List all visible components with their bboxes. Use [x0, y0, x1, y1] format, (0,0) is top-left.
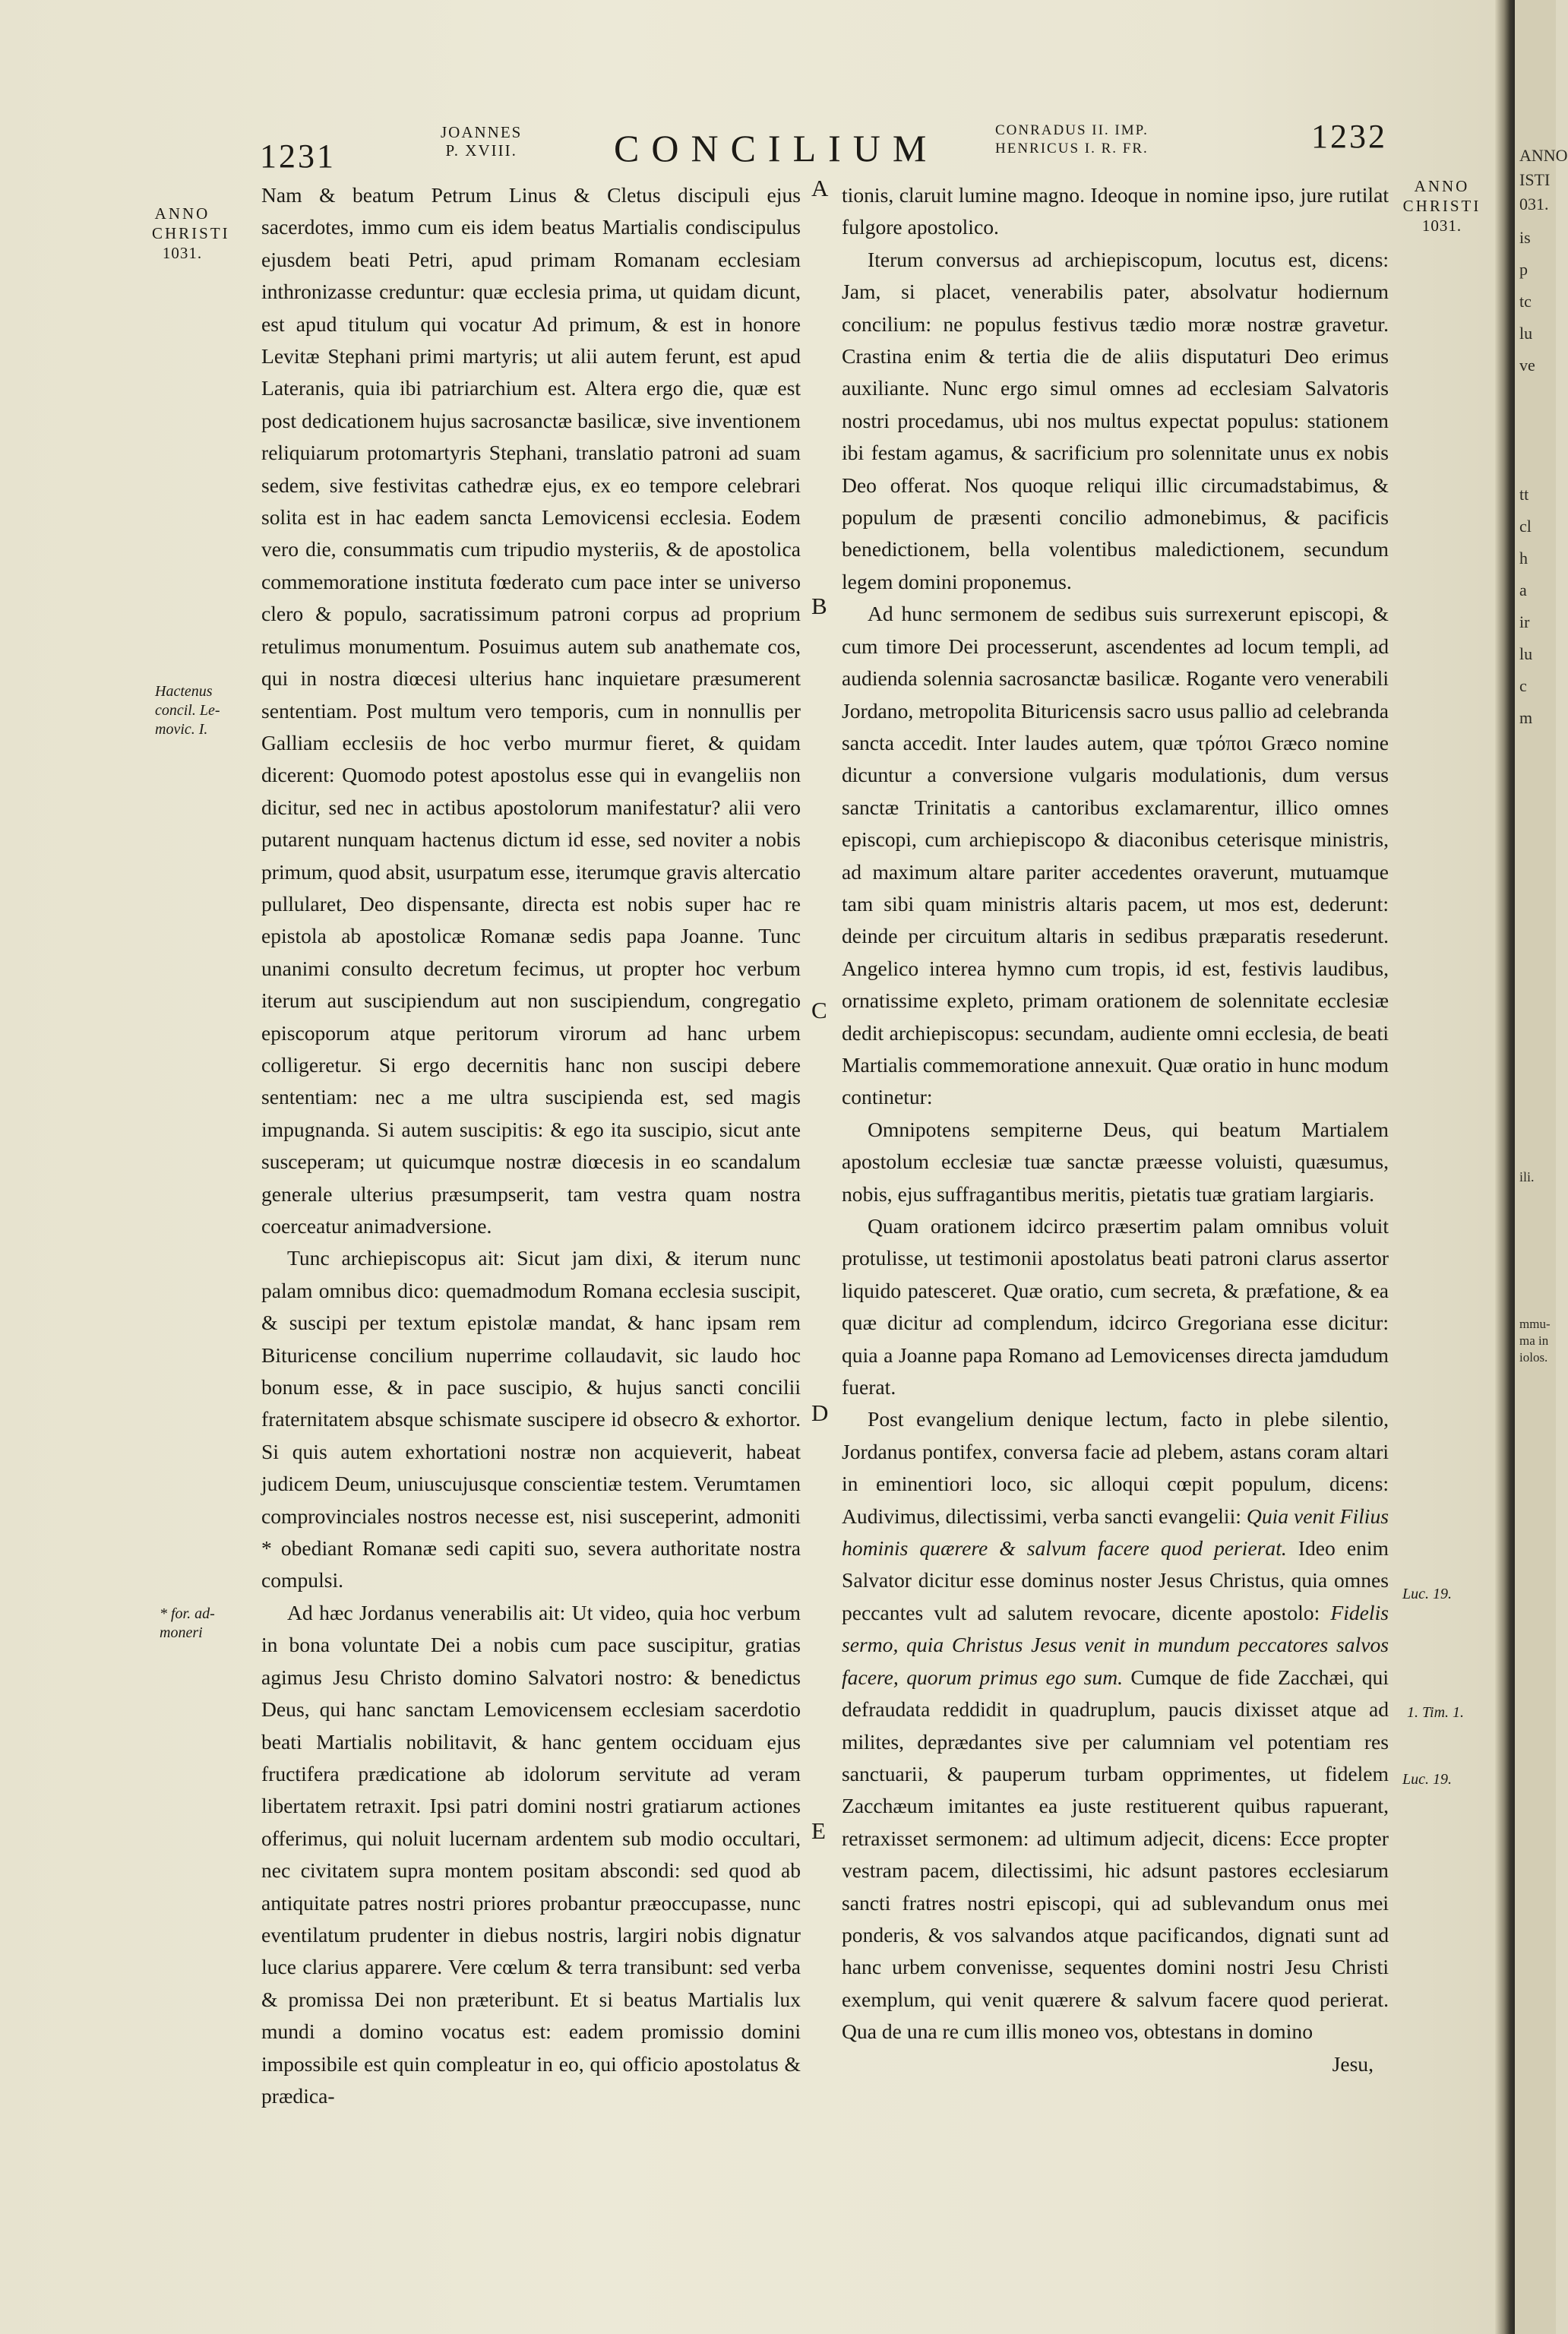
anno-line: CHRISTI — [152, 224, 230, 242]
next-page-fragment: iolos. — [1519, 1350, 1548, 1365]
running-head-line: HENRICUS I. R. FR. — [995, 141, 1149, 157]
collect-prayer: Omnipotens sempiterne Deus, qui beatum Martialem apostolum ecclesiæ tuæ sanctæ præesse voluisti, quæsumus, nobis, ejus suffragantibus meritis, pietatis tuæ gratiam largiaris. — [842, 1117, 1389, 1206]
margin-note-line: * for. ad- — [160, 1605, 215, 1622]
section-marker-b: B — [811, 593, 827, 619]
page-title: CONCILIUM — [614, 127, 939, 169]
next-page-fragment: h — [1519, 549, 1528, 568]
section-marker-d: D — [811, 1399, 829, 1426]
anno-christi-right — [1396, 176, 1487, 236]
next-page-fragment: ir — [1519, 612, 1530, 631]
anno-year: 1031. — [162, 244, 203, 262]
margin-ref-timothy: 1. Tim. 1. — [1407, 1704, 1465, 1721]
anno-year: 1031. — [1421, 217, 1462, 235]
paragraph: Ad hæc Jordanus venerabilis ait: Ut video, quia hoc verbum in bona voluntate Dei a nobis cum pace suscipitur, gratias agimus Jesu Christo domino Salvatori nostro: & benedictus Deus, qui hanc sanctam Lemovicensem ecclesiam sacerdotio beati Martialis nobilitavit, & hanc gentem occiduam ejus fructifera prædicatione ab idolorum servitute ad veram libertatem retraxit. Ipsi patri domini nostri gratiarum actiones offerimus, qui noluit lucernam ardentem sub modio occultari, nec civitatem supra montem positam abscondi: sed quod ab antiquitate patres nostri priores probantur præoccupasse, nunc eventilatum prudenter in diebus nostris, largiri nobis dignatur luce clarius apparere. Vere cœlum & terra transibunt: sed verba & promissa Dei non præteribunt. Et si beatus Martialis lux mundi a domino vocatus est: eadem promissio domini impossibile est quin compleatur in eo, qui officio apostolatus & prædica- — [261, 1600, 801, 2108]
paragraph: tionis, claruit lumine magno. Ideoque in nomine ipso, jure rutilat fulgore apostolico. — [842, 183, 1389, 239]
next-page-fragment: ANNO — [1519, 146, 1568, 165]
next-page-fragment: ma in — [1519, 1333, 1549, 1348]
running-head-line: P. XVIII. — [445, 141, 517, 160]
next-page-fragment: mmu- — [1519, 1317, 1551, 1331]
next-page-edge — [1515, 0, 1568, 2334]
margin-note-admoneri — [160, 1605, 215, 1643]
running-head-line: JOANNES — [441, 123, 523, 141]
anno-christi-left — [152, 204, 230, 263]
next-page-fragment: ili. — [1519, 1169, 1535, 1184]
next-page-fragment: p — [1519, 260, 1528, 279]
section-marker-a: A — [811, 175, 829, 201]
margin-note-line: concil. Le- — [155, 702, 220, 719]
paragraph: Ad hunc sermonem de sedibus suis surrexerunt episcopi, & cum timore Dei processerunt, ascendentes ad locum templi, ad audienda solennia sacrosanctæ basilicæ. Rogante vero venerabili Jordano, metropolita Bituricensis sacro usus pallio ad celebranda sancta accedit. Inter laudes autem, quæ τρόποι Græco nomine dicuntur a conversione vulgaris modulationis, dum versus sanctæ Trinitatis a cantoribus exclamarentur, illico omnes episcopi, cum archiepiscopo & diaconibus ceterisque ministris, ad maximum altare pariter accedentes oraverunt, mutuamque tam sibi quam ministris altaris pacem, ut mos est, dederunt: deinde per circuitum altaris in sedibus præparatis resederunt. Angelico interea hymno cum tropis, id est, festivis laudibus, ornatissime expleto, primam orationem de solennitate ecclesiæ dedit archiepiscopus: secundam, audiente omni ecclesia, de beati Martialis commemoratione annexuit. Quæ oratio in hunc modum continetur: — [842, 602, 1389, 1109]
anno-line: ANNO — [154, 204, 210, 223]
paragraph: Tunc archiepiscopus ait: Sicut jam dixi, & iterum nunc palam omnibus dico: quemadmodum Romana ecclesia suscipit, & suscipi per textum epistolæ mandat, & hanc ipsam rem Bituricense concilium nuperrime collaudavit, sic laudo hoc bonum esse, & in pace suscipio, & hujus sancti concilii fraternitatem absque schismate suscipere id obsecro & exhortor. Si quis autem exhortationi nostræ non acquieverit, habeat judicem Deum, uniuscujusque conscientiæ testem. Verumtamen comprovinciales nostros necesse est, nisi susceperint, admoniti * obediant Romanæ sedi capiti suo, severa authoritate nostra compulsi. — [261, 1246, 801, 1592]
right-text-column — [842, 179, 1389, 2080]
margin-ref-luc: Luc. 19. — [1402, 1586, 1452, 1602]
paragraph-text: Ideo enim Salvator dicitur esse dominus noster Jesus Christus, quia omnes peccantes vult ad salutem revocare, dicente apostolo: — [842, 1536, 1389, 1624]
running-head-line: CONRADUS II. IMP. — [995, 122, 1149, 138]
next-page-fragment: c — [1519, 676, 1527, 695]
paragraph — [842, 1403, 1389, 2048]
paragraph-text: Post evangelium denique lectum, facto in plebe silentio, Jordanus pontifex, conversa facie ad plebem, astans coram altari in eminentiori loco, sic alloqui cœpit populum, dicens: Audivimus, dilectissimi, verba sancti evangelii: — [842, 1407, 1389, 1528]
anno-line: CHRISTI — [1402, 197, 1481, 215]
margin-note-hactenus — [155, 682, 220, 739]
next-page-fragment: lu — [1519, 644, 1533, 663]
scripture-quote: Fidelis sermo, quia Christus Jesus venit in mundum peccatores salvos facere, quorum primus ego sum. — [842, 1600, 1389, 1689]
next-page-fragment: cl — [1519, 517, 1532, 536]
next-page-fragment: a — [1519, 580, 1527, 599]
page-header — [0, 114, 1512, 175]
page-number-left: 1231 — [260, 138, 336, 175]
next-page-fragment: 031. — [1519, 194, 1549, 213]
book-gutter — [1495, 0, 1515, 2334]
next-page-fragment: lu — [1519, 324, 1533, 343]
page-number-right: 1232 — [1311, 118, 1387, 155]
running-head-right — [995, 122, 1149, 158]
paragraph-text: Cumque de fide Zacchæi, qui defraudata reddidit in quadruplum, paucis dixisset atque ad milites, deprædantes sive per calumniam vel potentiam res sanctuarii, & pauperum turbam opprimentes, ut fidelem Zacchæum imitantes ea juste restituerent quibus rapuerant, retraxisset sermonem: ad ultimum adjecit, dicens: Ecce propter vestram pacem, dilectissimi, hic adsunt pastores ecclesiarum sancti fratres nostri episcopi, qui ad sublevandum onus mei ponderis, & vos salvandos atque pacificandos, dignati sunt ad hanc urbem convenisse, sequentes domini nostri Jesu Christi exemplum, qui venit quærere & salvum facere quod perierat. Qua de una re cum illis moneo vos, obtestans in domino — [842, 1665, 1389, 2044]
next-page-fragment: ve — [1519, 356, 1535, 375]
next-page-fragment: ISTI — [1519, 170, 1551, 189]
next-page-fragment: is — [1519, 228, 1531, 247]
anno-line: ANNO — [1414, 177, 1470, 195]
catchword: Jesu, — [1332, 2051, 1374, 2076]
margin-ref-luc: Luc. 19. — [1402, 1771, 1452, 1788]
running-head-left — [441, 123, 522, 160]
margin-note-line: moneri — [160, 1624, 203, 1641]
next-page-fragment: m — [1519, 708, 1533, 727]
next-page-fragment: tt — [1519, 485, 1529, 504]
left-text-column — [261, 179, 801, 2112]
margin-note-line: movic. I. — [155, 721, 208, 738]
scripture-quote: Quia venit Filius hominis quærere & salvum facere quod perierat. — [842, 1504, 1389, 1561]
paragraph: Nam & beatum Petrum Linus & Cletus discipuli ejus sacerdotes, immo cum eis idem beatus Martialis condiscipulus ejusdem beati Petri, apud primam Romanam ecclesiam inthronizasse creduntur: quæ ecclesia prima, ut quidam dicunt, est apud titulum qui vocatur Ad primum, & est in honore Levitæ Stephani primi martyris; ut alii autem ferunt, est apud Lateranis, quia ibi patriarchium est. Altera ergo die, quæ est post dedicationem hujus sacrosanctæ basilicæ, sive inventionem reliquiarum protomartyris Stephani, translatio patroni ad suam sedem, sive festivitas cathedræ ejus, ex eo tempore celebrari solita est in hac eadem sancta Lemovicensi ecclesia. Eodem vero die, consummatis cum tripudio mysteriis, & de apostolica commemoratione instituta fœderato cum pace inter se universo clero & populo, sacratissimum patroni corpus ad proprium retulimus monumentum. Posuimus autem sub anathemate cos, qui in nostra diœcesi ulterius hanc inquietare præsumerent sententiam. Post multum vero temporis, cum in nonnullis per Galliam ecclesiis de hoc verbo murmur fieret, & quidam dicerent: Quomodo potest apostolus esse qui in evangeliis non dicitur, sed nec in actibus apostolorum manifestatur? alii vero putarent nunquam hactenus dictum id esse, sed noviter a nobis primum, quod absit, usurpatum esse, iterumque gravis altercatio pullularet, Deo dispensante, directa est nobis super hac re epistola ab apostolicæ Romanæ sedis papa Joanne. Tunc unanimi consulto decretum fecimus, ut propter hoc verbum iterum aut suscipiendum aut non suscipiendum, congregatio episcoporum atque peritorum virorum ad hanc urbem colligeretur. Si ergo decernitis hanc non suscipi debere sententiam: nec a me ultra suscipienda est, sed magis impugnanda. Si autem suscipitis: & ego ita suscipio, sicut ante susceperam; ut quicumque nostræ diœcesis in eo scandalum generale ulterius præsumpserit, tam vestra quam nostra coerceatur animadversione. — [261, 183, 801, 1238]
paragraph: Iterum conversus ad archiepiscopum, locutus est, dicens: Jam, si placet, venerabilis pater, absolvatur hodiernum concilium: ne populus festivus tædio moræ nostræ gravetur. Crastina enim & tertia die de aliis disputaturi Deo erimus auxiliante. Nunc ergo simul omnes ad ecclesiam Salvatoris nostri procedamus, ubi nos multus expectat populus: stationem ibi festam agamus, & sacrificium pro solennitate unus ex nobis Deo offerat. Nos quoque reliqui illic circumadstabimus, & populum de præsenti concilio admonebimus, & pacificis benedictionem, bella volentibus maledictionem, secundum legem domini proponemus. — [842, 247, 1389, 593]
next-page-fragment: tc — [1519, 292, 1532, 311]
section-marker-e: E — [811, 1817, 826, 1844]
paragraph: Quam orationem idcirco præsertim palam omnibus voluit protulisse, ut testimonii apostolatus beati patroni clarus assertor liquido patesceret. Quæ oratio, cum secreta, & præfatione, & ea quæ dicitur ad complendum, idcirco Gregoriana esse dicitur: quia a Joanne papa Romano ad Lemovicenses directa jamdudum fuerat. — [842, 1214, 1389, 1399]
section-marker-c: C — [811, 997, 827, 1023]
margin-note-line: Hactenus — [155, 683, 213, 700]
